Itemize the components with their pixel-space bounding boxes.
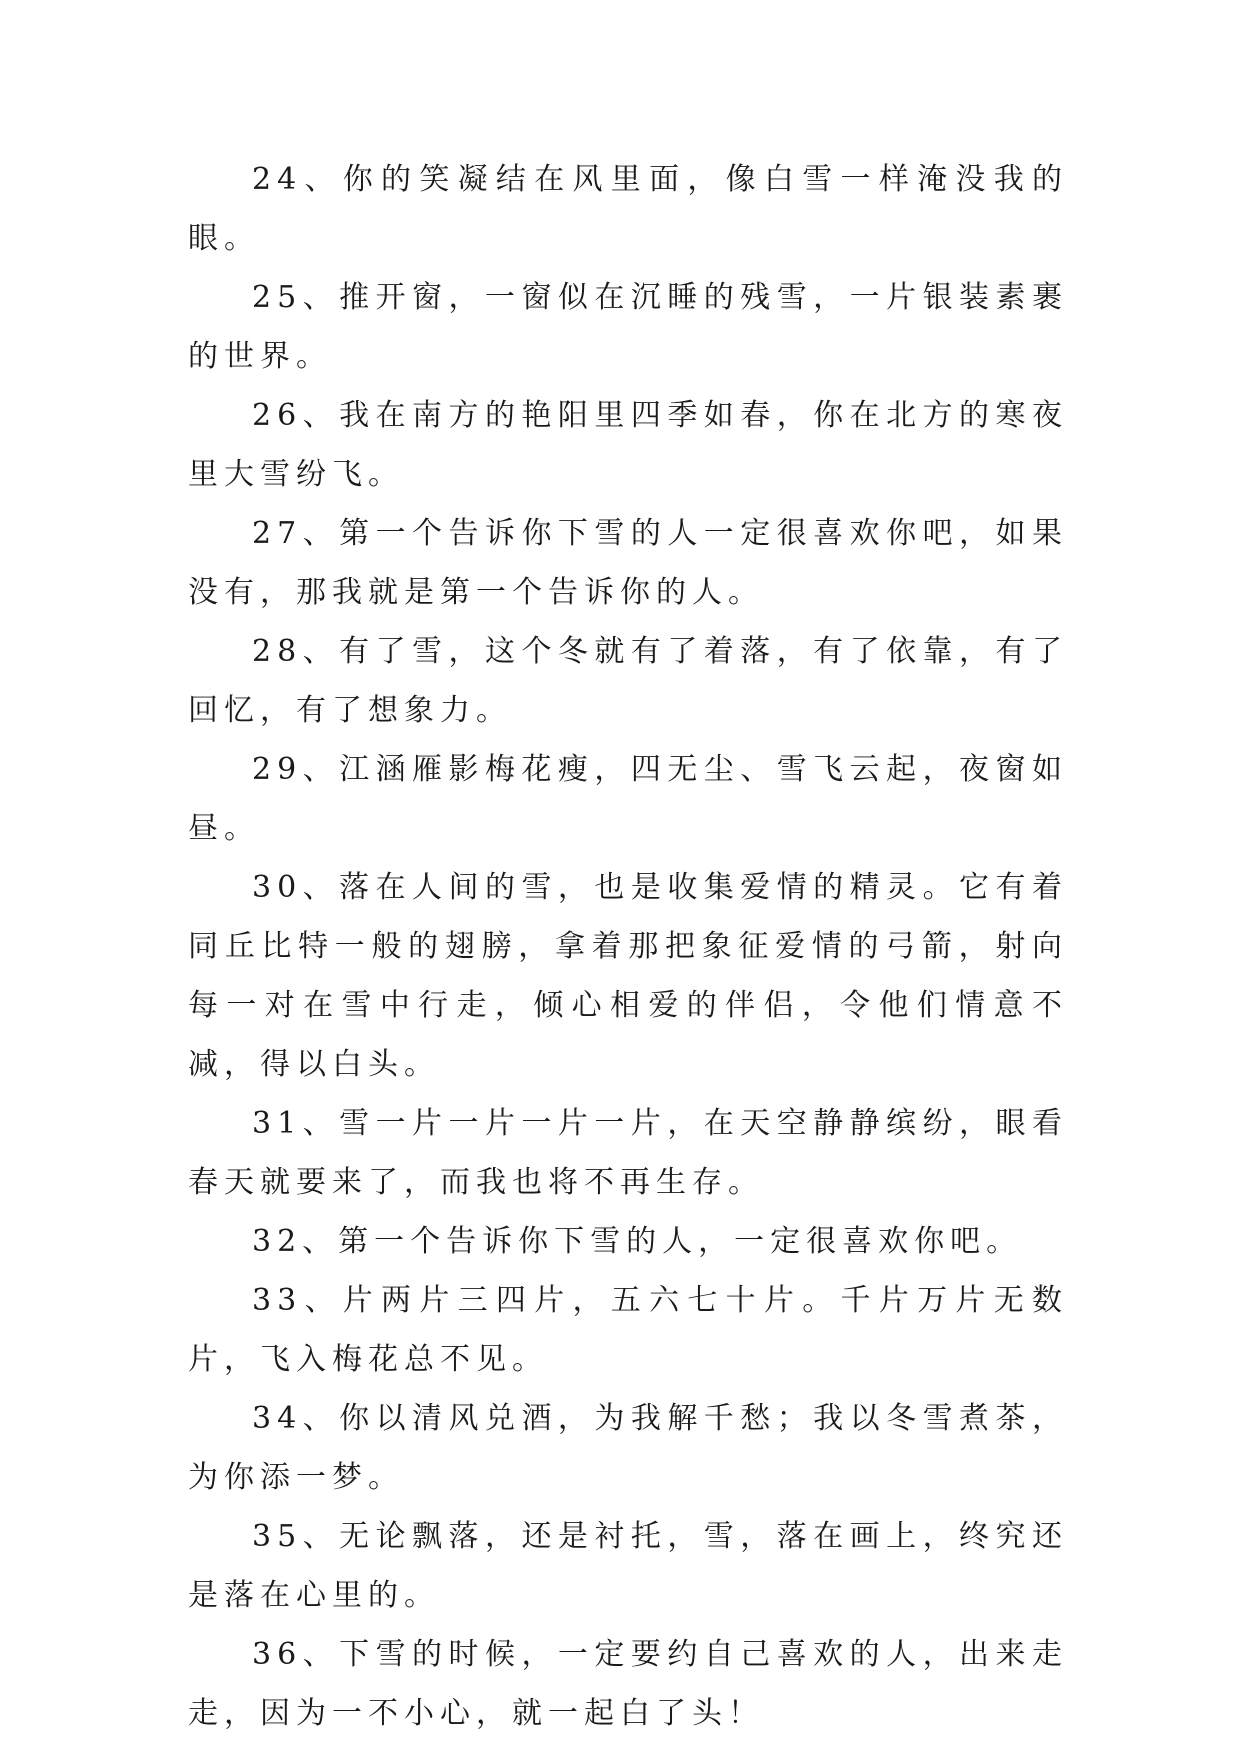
paragraph-33: 33、片两片三四片，五六七十片。千片万片无数片，飞入梅花总不见。	[188, 1283, 1068, 1377]
paragraph-35: 35、无论飘落，还是衬托，雪，落在画上，终究还是落在心里的。	[188, 1519, 1068, 1613]
paragraph-32: 32、第一个告诉你下雪的人，一定很喜欢你吧。	[252, 1224, 1023, 1259]
paragraph-31: 31、雪一片一片一片一片，在天空静静缤纷，眼看春天就要来了，而我也将不再生存。	[188, 1106, 1068, 1200]
paragraph-29: 29、江涵雁影梅花瘦，四无尘、雪飞云起，夜窗如昼。	[188, 752, 1068, 846]
paragraph-36: 36、下雪的时候，一定要约自己喜欢的人，出来走走，因为一不小心，就一起白了头！	[188, 1637, 1068, 1731]
paragraph-24: 24、你的笑凝结在风里面，像白雪一样淹没我的眼。	[188, 162, 1068, 256]
paragraph-28: 28、有了雪，这个冬就有了着落，有了依靠，有了回忆，有了想象力。	[188, 634, 1068, 728]
paragraph-25: 25、推开窗，一窗似在沉睡的残雪，一片银装素裹的世界。	[188, 280, 1068, 374]
paragraph-30: 30、落在人间的雪，也是收集爱情的精灵。它有着同丘比特一般的翅膀，拿着那把象征爱情的弓箭，射向每一对在雪中行走，倾心相爱的伴侣，令他们情意不减，得以白头。	[188, 870, 1068, 1082]
paragraph-34: 34、你以清风兑酒，为我解千愁；我以冬雪煮茶，为你添一梦。	[188, 1401, 1068, 1495]
paragraph-26: 26、我在南方的艳阳里四季如春，你在北方的寒夜里大雪纷飞。	[188, 398, 1068, 492]
paragraph-27: 27、第一个告诉你下雪的人一定很喜欢你吧，如果没有，那我就是第一个告诉你的人。	[188, 516, 1068, 610]
document-body	[188, 150, 1068, 1743]
